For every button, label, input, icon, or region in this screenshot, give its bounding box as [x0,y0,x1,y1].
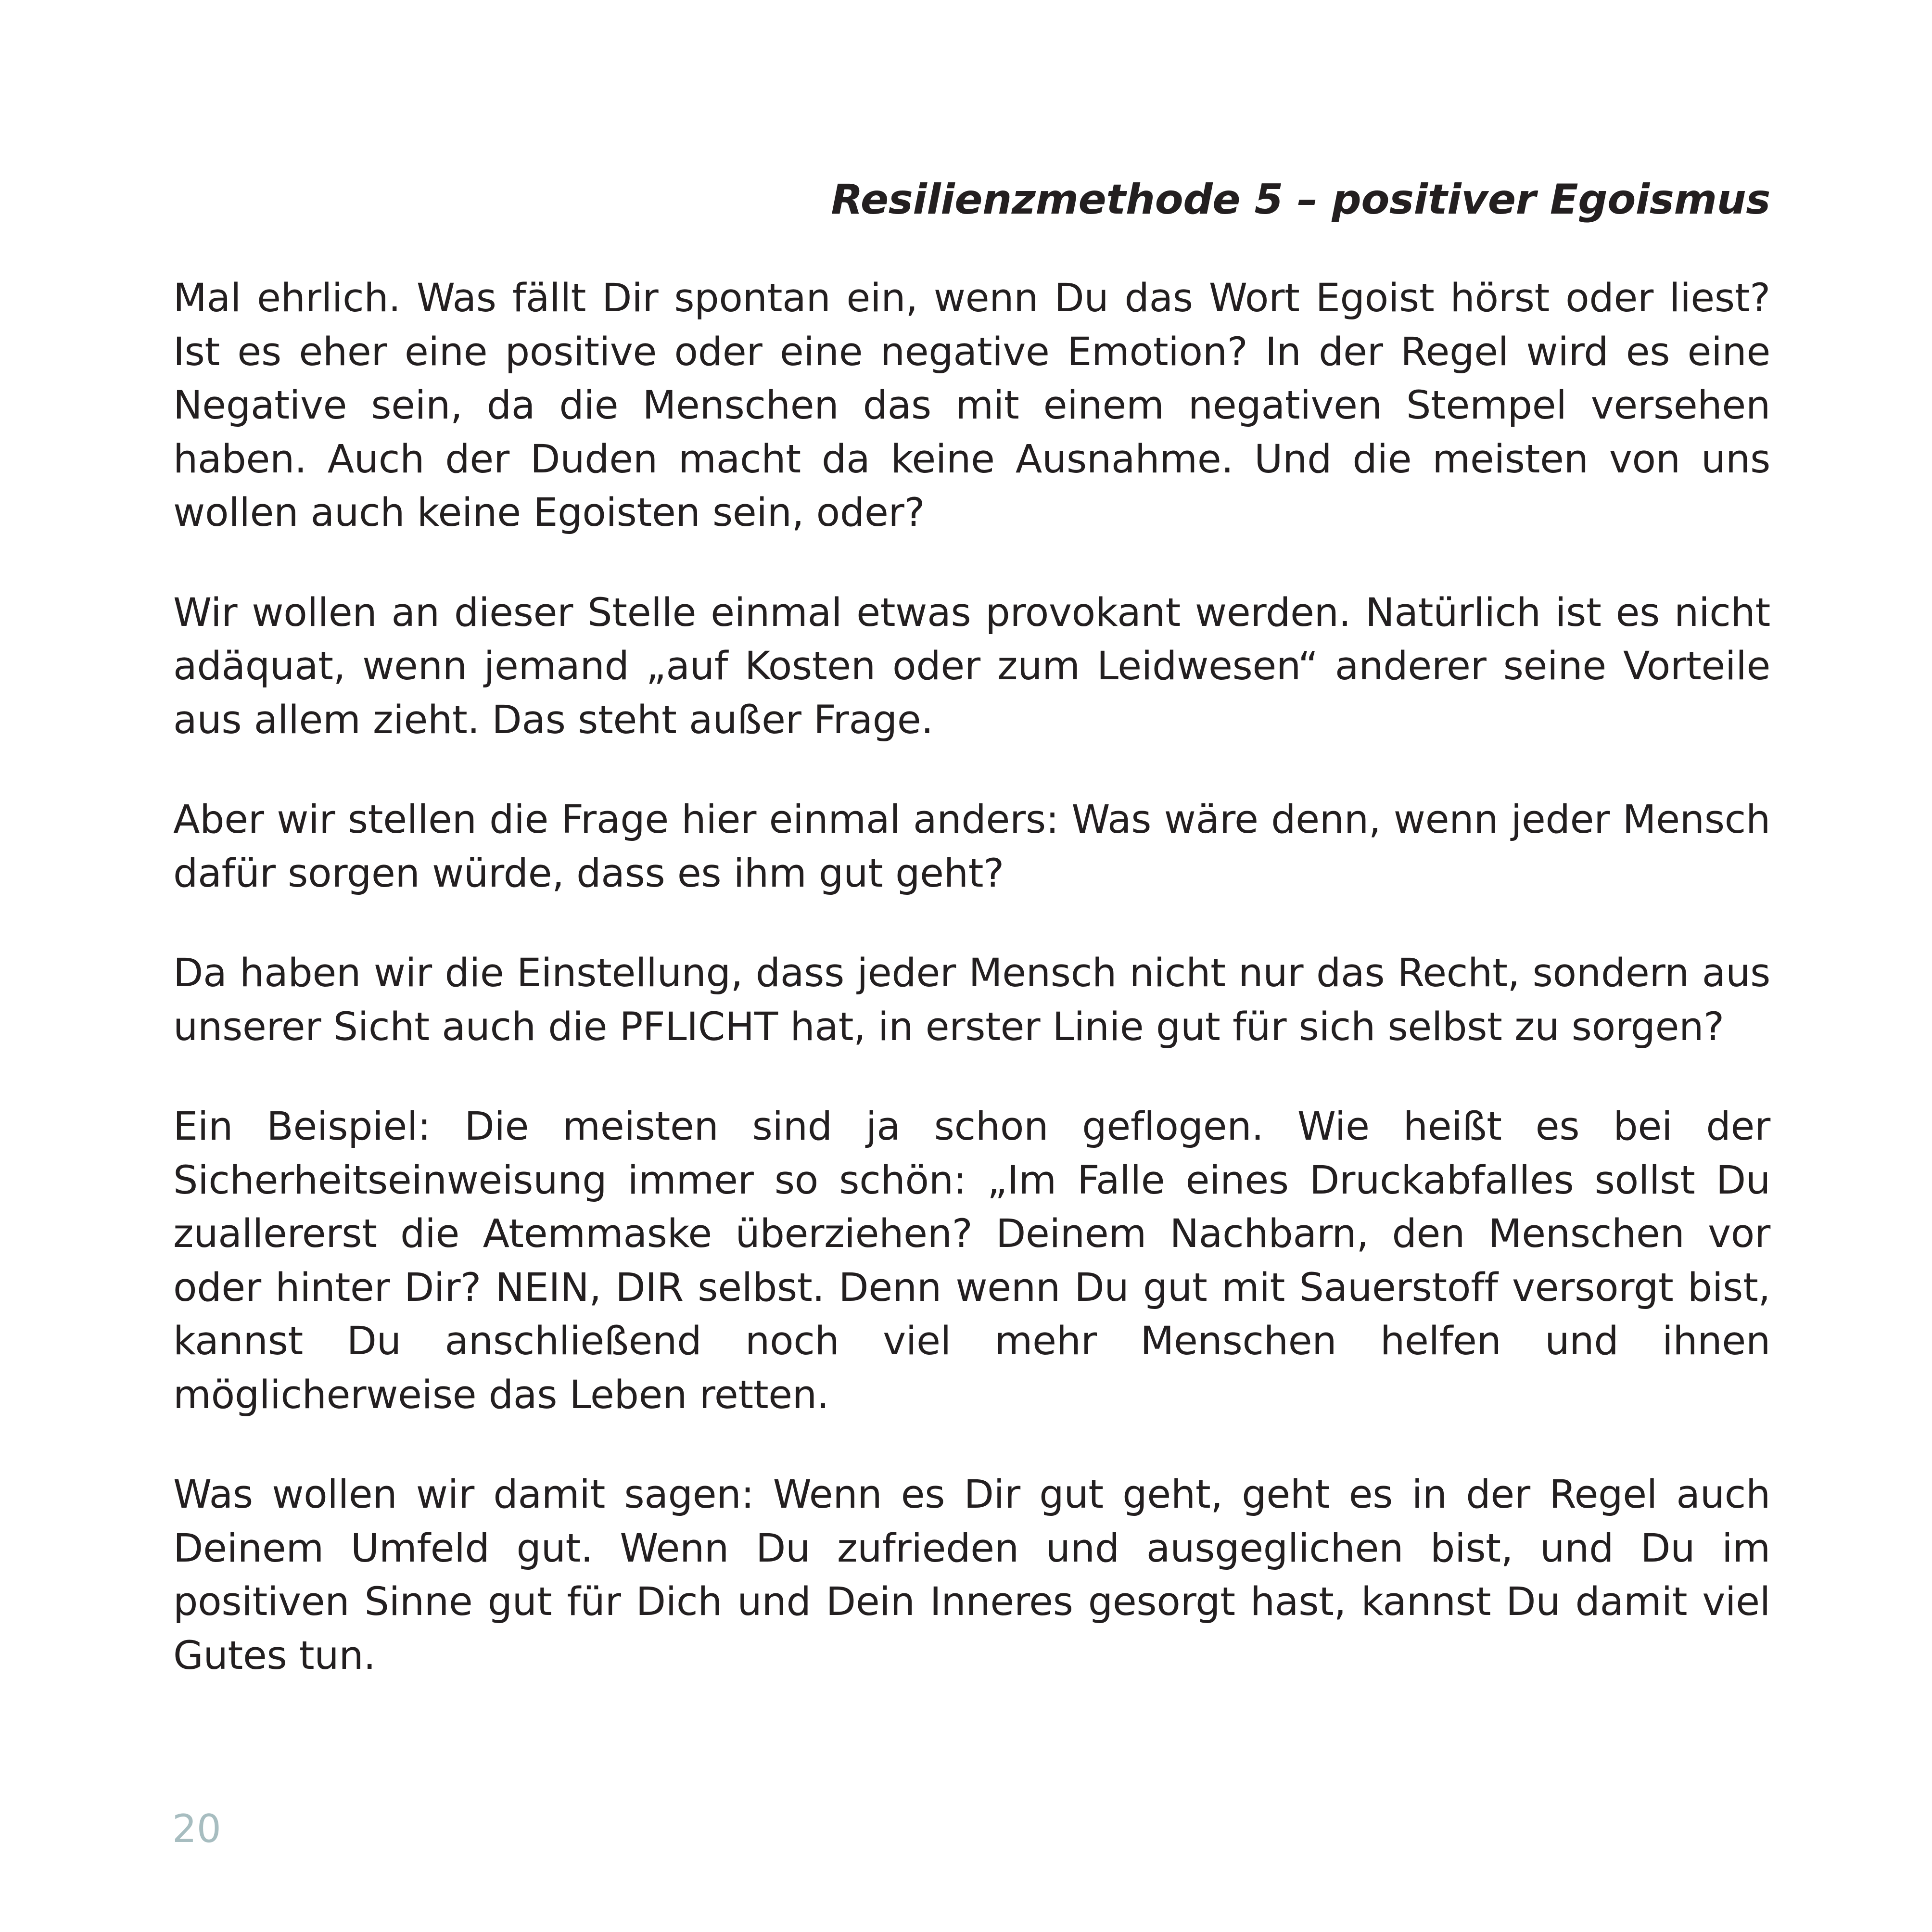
page-number: 20 [172,1806,221,1851]
paragraph-1: Mal ehrlich. Was fällt Dir spontan ein, wenn Du das Wort Egoist hörst oder liest? Ist es eher eine positive oder eine negative Emotion? In der Regel wird es eine Negative sein, da die Menschen das mit einem negativen Stempel versehen haben. Auch der Duden macht da keine Ausnahme. Und die meisten von uns wollen auch keine Egoisten sein, oder? [173,276,1770,535]
paragraph-3: Aber wir stellen die Frage hier einmal anders: Was wäre denn, wenn jeder Mensch dafür sorgen würde, dass es ihm gut geht? [173,797,1770,896]
section-heading: Resilienzmethode 5 – positiver Egoismus [831,176,1770,224]
paragraph-6: Was wollen wir damit sagen: Wenn es Dir gut geht, geht es in der Regel auch Deinem Umfeld gut. Wenn Du zufrieden und ausgeglichen bist, und Du im positiven Sinne gut für Dich und Dein Inneres gesorgt hast, kannst Du damit viel Gutes tun. [173,1472,1770,1678]
paragraph-5: Ein Beispiel: Die meisten sind ja schon geflogen. Wie heißt es bei der Sicherheitseinweisung immer so schön: „Im Falle eines Druckabfalles sollst Du zuallererst die Atemmaske überziehen? Deinem Nachbarn, den Menschen vor oder hinter Dir? NEIN, DIR selbst. Denn wenn Du gut mit Sauerstoff versorgt bist, kannst Du anschließend noch viel mehr Menschen helfen und ihnen möglicherweise das Leben retten. [173,1104,1770,1418]
body-text [173,272,1770,1729]
paragraph-4: Da haben wir die Einstellung, dass jeder Mensch nicht nur das Recht, sondern aus unserer Sicht auch die PFLICHT hat, in erster Linie gut für sich selbst zu sorgen? [173,951,1770,1050]
paragraph-2: Wir wollen an dieser Stelle einmal etwas provokant werden. Natürlich ist es nicht adäquat, wenn jemand „auf Kosten oder zum Leidwesen“ anderer seine Vorteile aus allem zieht. Das steht außer Frage. [173,590,1770,743]
